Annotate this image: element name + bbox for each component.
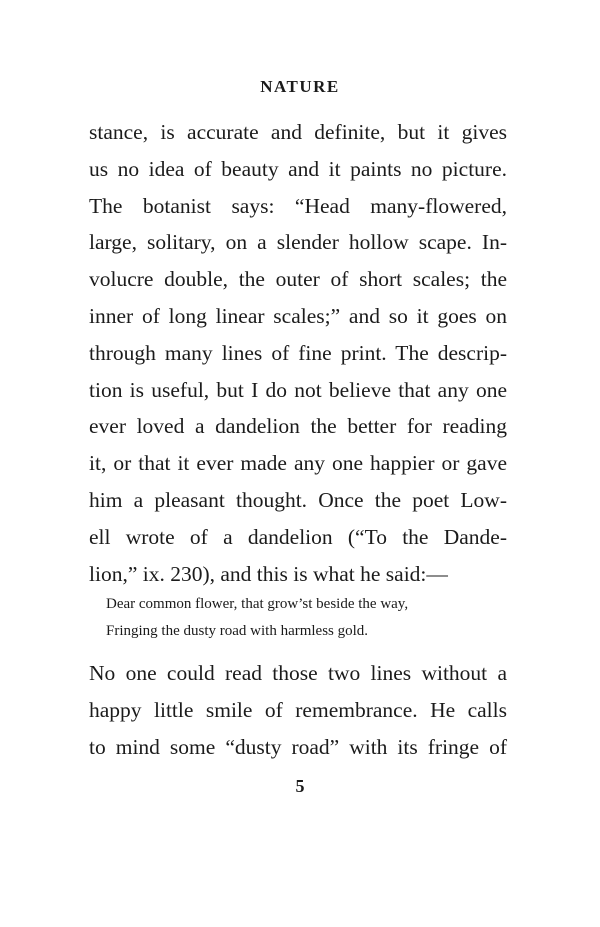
text-line: volucre double, the outer of short scales; the xyxy=(89,267,507,292)
paragraph-1 xyxy=(89,114,507,592)
text-line: him a pleasant thought. Once the poet Low- xyxy=(89,487,507,512)
text-line: The botanist says: “Head many-flowered, xyxy=(89,193,507,218)
verse-quotation xyxy=(106,591,526,645)
text-line: happy little smile of remembrance. He calls xyxy=(89,697,507,722)
text-line: No one could read those two lines without a xyxy=(89,661,507,685)
text-line: stance, is accurate and definite, but it gives xyxy=(89,120,507,144)
verse-line: Fringing the dusty road with harmless gold. xyxy=(106,623,369,639)
text-line: to mind some “dusty road” with its fringe of xyxy=(89,734,507,759)
text-line: us no idea of beauty and it paints no picture. xyxy=(89,156,507,181)
text-line: it, or that it ever made any one happier or gave xyxy=(89,451,507,476)
text-line: tion is useful, but I do not believe that any one xyxy=(89,377,507,402)
verse-line: Dear common flower, that grow’st beside the way, xyxy=(106,596,409,612)
text-line: ell wrote of a dandelion (“To the Dande- xyxy=(89,524,507,549)
text-line: ever loved a dandelion the better for reading xyxy=(89,414,507,439)
text-line: large, solitary, on a slender hollow scape. In- xyxy=(89,230,507,255)
running-head: NATURE xyxy=(260,77,340,96)
paragraph-2 xyxy=(89,655,507,765)
text-line: inner of long linear scales;” and so it goes on xyxy=(89,303,507,328)
text-line: through many lines of fine print. The descrip- xyxy=(89,340,507,365)
text-line: lion,” ix. 230), and this is what he said:— xyxy=(89,561,448,586)
page-number: 5 xyxy=(295,776,305,796)
